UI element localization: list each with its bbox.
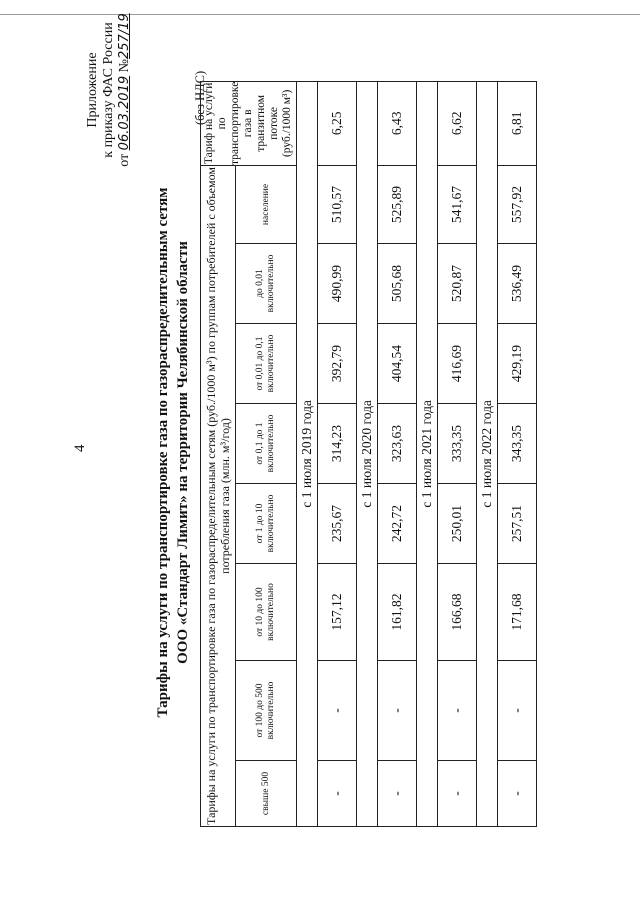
table-cell: 314,23 bbox=[318, 404, 357, 484]
table-cell: 416,69 bbox=[438, 324, 477, 404]
table-cell: 242,72 bbox=[378, 484, 417, 564]
table-cell: 235,67 bbox=[318, 484, 357, 564]
table-cell: 157,12 bbox=[318, 564, 357, 661]
table-cell: 520,87 bbox=[438, 244, 477, 324]
table-cell: - bbox=[318, 761, 357, 827]
table-cell: - bbox=[318, 661, 357, 761]
table-cell: 490,99 bbox=[318, 244, 357, 324]
handwritten-date: 06.03.2019 bbox=[117, 75, 132, 151]
table-cell: 404,54 bbox=[378, 324, 417, 404]
column-header: от 0,1 до 1 включительно bbox=[236, 404, 297, 484]
tariff-table bbox=[200, 81, 537, 827]
column-header: население bbox=[236, 166, 297, 244]
table-cell: 505,68 bbox=[378, 244, 417, 324]
table-cell: 6,62 bbox=[438, 81, 477, 165]
table-cell: 6,25 bbox=[318, 81, 357, 165]
title-line-2: ООО «Стандарт Лимит» на территории Челябинской области bbox=[175, 241, 191, 664]
table-cell: 6,43 bbox=[378, 81, 417, 165]
table-cell: 250,01 bbox=[438, 484, 477, 564]
table-cell: 343,35 bbox=[498, 404, 537, 484]
appendix-block bbox=[85, 0, 133, 185]
transit-header: Тариф на услуги по транспортировке газа в транзитном потоке (руб./1000 м³) bbox=[201, 81, 297, 165]
table-cell: 333,35 bbox=[438, 404, 477, 484]
table-cell: 536,49 bbox=[498, 244, 537, 324]
appendix-date-line: от 06.03.2019 №257/19 bbox=[117, 13, 132, 167]
table-cell: 392,79 bbox=[318, 324, 357, 404]
table-cell: 557,92 bbox=[498, 166, 537, 244]
table-cell: 541,67 bbox=[438, 166, 477, 244]
table-cell: - bbox=[378, 661, 417, 761]
table-cell: - bbox=[498, 661, 537, 761]
table-cell: 171,68 bbox=[498, 564, 537, 661]
table-cell: 166,68 bbox=[438, 564, 477, 661]
period-row: с 1 июля 2021 года bbox=[417, 81, 438, 826]
handwritten-order-number: 257/19 bbox=[117, 13, 132, 60]
table-cell: 6,81 bbox=[498, 81, 537, 165]
table-row bbox=[378, 81, 417, 826]
main-header: Тарифы на услуги по транспортировке газа по газораспределительным сетям (руб./1000 м³) по группам потребителей с объемом потребления газа (млн. м³/год) bbox=[201, 166, 236, 827]
appendix-title: Приложение bbox=[85, 52, 100, 128]
table-cell: - bbox=[498, 761, 537, 827]
table-row bbox=[498, 81, 537, 826]
document-title bbox=[153, 0, 193, 905]
table-row bbox=[438, 81, 477, 826]
table-row bbox=[318, 81, 357, 826]
table-cell: - bbox=[438, 661, 477, 761]
table-cell: - bbox=[438, 761, 477, 827]
column-header: от 100 до 500 включительно bbox=[236, 661, 297, 761]
column-header: от 0,01 до 0,1 включительно bbox=[236, 324, 297, 404]
page-number: 4 bbox=[72, 444, 88, 452]
column-header: свыше 500 bbox=[236, 761, 297, 827]
table-cell: 510,57 bbox=[318, 166, 357, 244]
period-row: с 1 июля 2022 года bbox=[477, 81, 498, 826]
column-header: до 0,01 включительно bbox=[236, 244, 297, 324]
table-cell: - bbox=[378, 761, 417, 827]
table-cell: 257,51 bbox=[498, 484, 537, 564]
column-header: от 1 до 10 включительно bbox=[236, 484, 297, 564]
appendix-order-ref: к приказу ФАС России bbox=[101, 22, 116, 158]
vat-note: (без НДС) bbox=[193, 70, 207, 125]
table-cell: 161,82 bbox=[378, 564, 417, 661]
table-cell: 323,63 bbox=[378, 404, 417, 484]
title-line-1: Тарифы на услуги по транспортировке газа по газораспределительным сетям bbox=[155, 187, 171, 718]
period-row: с 1 июля 2020 года bbox=[357, 81, 378, 826]
column-header: от 10 до 100 включительно bbox=[236, 564, 297, 661]
period-row: с 1 июля 2019 года bbox=[297, 81, 318, 826]
table-cell: 525,89 bbox=[378, 166, 417, 244]
table-cell: 429,19 bbox=[498, 324, 537, 404]
